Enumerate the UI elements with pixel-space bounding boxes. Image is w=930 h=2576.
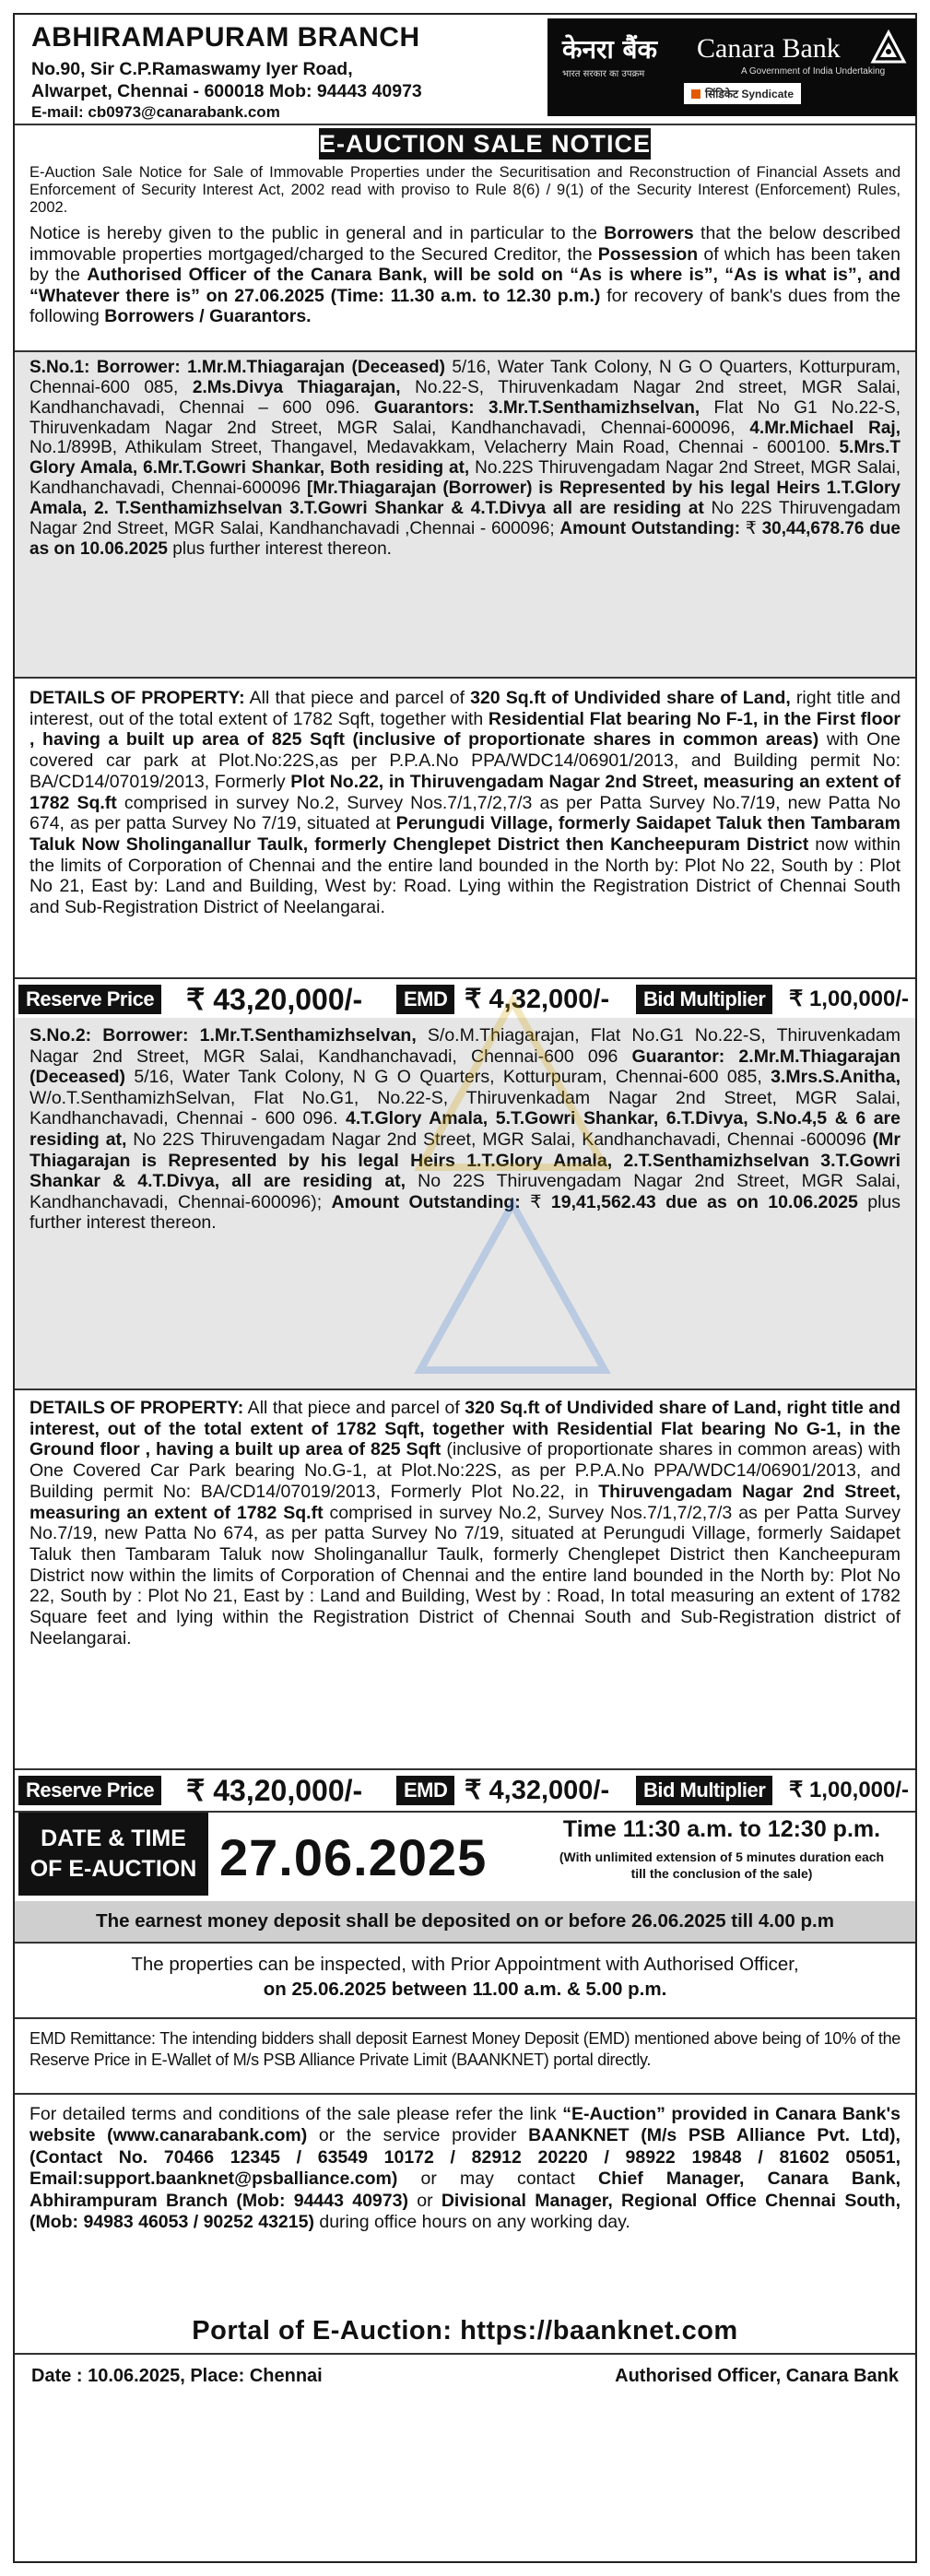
property-2-text xyxy=(29,1398,901,1648)
logo-hindi-text: केनरा बैंक xyxy=(562,34,657,65)
auction-label-line-1: DATE & TIME xyxy=(41,1826,186,1851)
auction-portal-link[interactable]: Portal of E-Auction: https://baanknet.com xyxy=(15,2309,915,2355)
notice-title: E-AUCTION SALE NOTICE xyxy=(319,130,652,158)
bid-multiplier-label: Bid Multiplier xyxy=(636,985,772,1014)
intro-borrowers: Borrowers xyxy=(604,223,694,243)
terms-section xyxy=(15,2093,915,2309)
syndicate-badge xyxy=(684,83,801,104)
property-2-text-part: (inclusive of proportionate shares in common areas) with One Covered Car Park bearing No.G-1, at Plot.No:22S, as per P.P.A.No PPA/WDC14/06901/2013, and Building permit No: BA/CD14/07019/2013, Formerly Plot No.22, in xyxy=(29,1439,901,1502)
property-1-text-part: now within the limits of Corporation of Chennai and the entire land bounded in the North by: Plot No 22, South by : Plot No 21, East by: Land and Building, West by: Road. Lying within the Registration District of Chennai South and Sub-Registration District of Neelangarai. xyxy=(29,833,901,918)
sale-notice xyxy=(13,13,917,2563)
terms-baanknet-contact[interactable]: BAANKNET (M/s PSB Alliance Pvt. Ltd), (Contact No. 70466 12345 / 63549 10172 / 82912 20220 / 98922 19848 / 81602 05051, Email:support.baanknet@psballiance.com) xyxy=(29,2125,901,2190)
property-2-section xyxy=(15,1388,915,1770)
branch-address-line-2: Alwarpet, Chennai - 600018 Mob: 94443 40973 xyxy=(31,81,422,101)
sno1-guarantors-5-6: 5.Mrs.T Glory Amala, 6.Mr.T.Gowri Shankar, Both residing at, xyxy=(29,438,901,479)
date-place: Date : 10.06.2025, Place: Chennai xyxy=(31,2366,323,2386)
sno2-text-part: No 22S Thiruvengadam Nagar 2nd Street, MGR Salai, Kandhanchavadi, Chennai-600096); xyxy=(29,1171,901,1212)
auction-time-note-line-2: till the conclusion of the sale) xyxy=(630,1865,813,1881)
sno2-amount-label: Amount Outstanding: xyxy=(331,1191,521,1212)
bid-multiplier-value: ₹ 1,00,000/- xyxy=(789,987,910,1011)
bid-multiplier-label: Bid Multiplier xyxy=(636,1776,772,1805)
property-2-street-extent: Thiruvengadam Nagar 2nd Street, measuring an extent of 1782 Sq.ft xyxy=(29,1481,901,1523)
sno2-text-part: No 22S Thiruvengadam Nagar 2nd Street, MGR Salai, Kandhanchavadi, Chennai -600096 xyxy=(126,1129,873,1151)
sno1-text-part: No.22S Thiruvengadam Nagar 2nd Street, MGR Salai, Kandhanchavadi, Chennai-600096 xyxy=(29,458,901,499)
intro-paragraph-1: E-Auction Sale Notice for Sale of Immovable Properties under the Securitisation and Reconstruction of Financial Assets and Enforcement of Security Interest Act, 2002 read with proviso to Rule 8(6) / 9(1) of the Security Interest (Enforcement) Rules, 2002. xyxy=(29,164,901,216)
price-bar-1 xyxy=(15,977,915,1022)
sno2-section xyxy=(15,1018,915,1388)
terms-text-part: or may contact xyxy=(397,2168,599,2190)
property-1-plot: Plot No.22, in Thiruvengadam Nagar 2nd Street, measuring an extent of 1782 Sq.ft xyxy=(29,771,901,813)
sno2-currency: ₹ xyxy=(520,1191,551,1212)
sno1-currency: ₹ xyxy=(740,518,762,538)
notice-footer xyxy=(15,2353,915,2399)
auction-time-note-line-1: (With unlimited extension of 5 minutes duration each xyxy=(559,1849,885,1864)
sno2-text-part: W/o.T.SenthamizhSelvan, Flat No.G1, No.22-S, Thiruvenkadam Nagar 2nd Street, MGR Salai, Kandhanchavadi, Chennai - 600 096. xyxy=(29,1087,901,1129)
sno1-text-part: No.1/899B, Athikulam Street, Thangavel, Medavakkam, Velacherry Main Road, Chennai - 600100. xyxy=(29,438,840,458)
property-2-text-part: comprised in survey No.2, Survey Nos.7/1,7/2,7/3 as per Patta Survey No.7/19, new Patta No 674, as per patta Survey No 7/19, situated at Perungudi Village, formerly Saidapet Taluk then Tambaram Taluk now Sholinganallur Taulk, formerly Chenglepet District then Kancheepuram District now within the limits of Corporation of Chennai and the entire land bounded in the North by: Plot No 22, South by : Plot No 21, East by : Land and Building, West by : Road, In total measuring an extent of 1782 Square feet and lying within the Registration District of Chennai South and Sub-Registration district of Neelangarai. xyxy=(29,1502,901,1648)
emd-value: ₹ 4,32,000/- xyxy=(465,985,610,1014)
inspection-notice xyxy=(15,1942,915,2019)
sno1-text-part: plus further interest thereon. xyxy=(168,538,392,559)
sno1-borrower-2: 2.Ms.Divya Thiagarajan, xyxy=(192,377,401,397)
property-1-text xyxy=(29,688,901,918)
branch-email: E-mail: cb0973@canarabank.com xyxy=(31,103,280,121)
sno1-amount-label: Amount Outstanding: xyxy=(559,518,741,538)
property-2-heading: DETAILS OF PROPERTY: xyxy=(29,1398,244,1418)
property-1-flat: Residential Flat bearing No F-1, in the First floor , having a built up area of 825 Sqft (inclusive of proportionate shares in common areas) xyxy=(29,708,901,750)
property-1-location: Perungudi Village, formerly Saidapet Taluk then Tambaram Taluk Now Sholinganallur Taulk, formerly Chenglepet District then Kancheepuram District xyxy=(29,813,901,855)
property-1-heading: DETAILS OF PROPERTY: xyxy=(29,688,245,708)
sno2-guarantor: Guarantor: 2.Mr.M.Thiagarajan (Deceased) xyxy=(29,1046,901,1088)
syndicate-text: सिंडिकेट Syndicate xyxy=(705,88,795,100)
intro-possession: Possession xyxy=(597,243,699,265)
terms-text-part: For detailed terms and conditions of the sale please refer the link xyxy=(29,2104,563,2124)
branch-name: ABHIRAMAPURAM BRANCH xyxy=(31,22,420,53)
intro-text: of which has been taken by the xyxy=(29,243,901,286)
logo-subtitle-hindi: भारत सरकार का उपक्रम xyxy=(562,69,645,79)
reserve-price-label: Reserve Price xyxy=(18,1776,161,1805)
terms-chief-manager: Chief Manager, Canara Bank, Abhirampuram Branch (Mob: 94443 40973) xyxy=(29,2168,901,2211)
property-1-text-part: right title and interest, out of the total extent of 1782 Sqft, together with xyxy=(29,688,901,729)
property-1-text-part: comprised in survey No.2, Survey Nos.7/1,7/2,7/3 as per Patta Survey No.7/19, new Patta No 674, as per patta Survey No 7/19, situated at xyxy=(29,792,901,834)
sno1-text-part: No.22-S, Thiruvenkadam Nagar 2nd street, MGR Salai, Kandhanchavadi, Chennai – 600 096. xyxy=(29,377,901,418)
emd-remittance-text: EMD Remittance: The intending bidders shall deposit Earnest Money Deposit (EMD) mentioned above being of 10% of the Reserve Price in E-Wallet of M/s PSB Alliance Private Limit (BAANKNET) portal directly. xyxy=(29,2029,901,2069)
auction-time-note xyxy=(533,1849,911,1882)
sno1-text-part: 5/16, Water Tank Colony, N G O Quarters, Kotturpuram, Chennai-600 085, xyxy=(29,358,901,397)
canara-triangle-logo-icon xyxy=(870,30,907,66)
logo-english-text: Canara Bank xyxy=(697,33,841,64)
property-2-land-flat: 320 Sq.ft of Undivided share of Land, right title and interest, out of the total extent of 1782 Sqft, together with Residential Flat bearing No G-1, in the Ground floor , having a built up area of 825 Sqft xyxy=(29,1398,901,1460)
sno2-guarantor-3: 3.Mrs.S.Anitha, xyxy=(771,1067,901,1088)
emd-value: ₹ 4,32,000/- xyxy=(465,1776,610,1805)
sno2-legal-heirs: (Mr Thiagarajan is Represented by his legal Heirs 1.T.Glory Amala, 2.T.Senthamizhselvan 3.T.Gowri Shankar & 4.T.Divya, all are residing at, xyxy=(29,1129,901,1192)
property-1-land-share: 320 Sq.ft of Undivided share of Land, xyxy=(470,688,791,708)
emd-label: EMD xyxy=(396,1776,454,1805)
intro-text: for recovery of bank's dues from the following xyxy=(29,285,901,327)
auction-date-label xyxy=(18,1813,208,1896)
inspection-line-2: on 25.06.2025 between 11.00 a.m. & 5.00 p.m. xyxy=(263,1978,667,2000)
sno2-text-part: S/o.M.Thiagarajan, Flat No.G1 No.22-S, Thiruvenkadam Nagar 2nd Street, MGR Salai, Kandhanchavadi, Chennai-600 096 xyxy=(29,1025,901,1067)
sno1-text-part: No 22S Thiruvengadam Nagar 2nd Street, MGR Salai, Kandhanchavadi ,Chennai - 600096; xyxy=(29,498,901,538)
terms-text-part: or xyxy=(407,2190,441,2211)
property-2-text-part: All that piece and parcel of xyxy=(243,1398,465,1418)
authorised-officer: Authorised Officer, Canara Bank xyxy=(615,2366,899,2386)
reserve-price-value: ₹ 43,20,000/- xyxy=(186,1774,363,1807)
sno2-borrower: S.No.2: Borrower: 1.Mr.T.Senthamizhselvan, xyxy=(29,1025,417,1046)
sno1-amount-value: 30,44,678.76 due as on 10.06.2025 xyxy=(29,518,901,559)
terms-text xyxy=(29,2104,901,2233)
terms-canara-link[interactable]: “E-Auction” provided in Canara Bank's website (www.canarabank.com) xyxy=(29,2104,901,2146)
terms-text-part: or the service provider xyxy=(307,2125,529,2146)
price-bar-2 xyxy=(15,1768,915,1813)
sno2-text-part: plus further interest thereon. xyxy=(29,1191,901,1234)
terms-text-part: during office hours on any working day. xyxy=(313,2211,630,2232)
property-1-text-part: All that piece and parcel of xyxy=(244,688,471,708)
auction-label-line-2: OF E-AUCTION xyxy=(29,1855,197,1882)
property-1-text-part: with One covered car park at Plot.No:22S,as per P.P.A.No PPA/WDC14/06901/2013, and Building permit No: BA/CD14/07019/2013, Formerly xyxy=(29,729,901,792)
sno1-guarantors: Guarantors: 3.Mr.T.Senthamizhselvan, xyxy=(373,397,700,418)
sno1-legal-heirs: [Mr.Thiagarajan (Borrower) is Represented by his legal Heirs 1.T.Glory Amala, 2. T.Senthamizhselvan 3.T.Gowri Shankar & 4.T.Divya all are residing at xyxy=(29,479,901,518)
intro-sale-terms: Authorised Officer of the Canara Bank, will be sold on “As is where is”, “As is what is”, and “Whatever there is” on 27.06.2025 (Time: 11.30 a.m. to 12.30 p.m.) xyxy=(29,265,901,306)
sno2-text xyxy=(29,1025,901,1234)
intro-borrowers-guarantors: Borrowers / Guarantors. xyxy=(104,306,312,327)
auction-time: Time 11:30 a.m. to 12:30 p.m. xyxy=(562,1816,881,1842)
sno1-section xyxy=(15,350,915,679)
earnest-money-deadline: The earnest money deposit shall be deposited on or before 26.06.2025 till 4.00 p.m xyxy=(15,1901,915,1944)
sno1-text-part: Flat No G1 No.22-S, Thiruvenkadam Nagar 2nd Street, MGR Salai, Kandhanchavadi, Chennai-600096, xyxy=(29,397,901,438)
intro-text: Notice is hereby given to the public in general and in particular to the xyxy=(29,223,605,243)
sno1-guarantor-4: 4.Mr.Michael Raj, xyxy=(749,418,901,438)
property-1-section xyxy=(15,677,915,979)
canara-bank-logo xyxy=(547,18,916,116)
syndicate-mark-icon xyxy=(691,89,700,99)
reserve-price-value: ₹ 43,20,000/- xyxy=(186,983,363,1016)
sno1-borrower: S.No.1: Borrower: 1.Mr.M.Thiagarajan (Deceased) xyxy=(29,358,445,377)
sno2-guarantors-4-6: 4.T.Glory Amala, 5.T.Gowri Shankar, 6.T.Divya, S.No.4,5 & 6 are residing at, xyxy=(29,1108,901,1151)
sno1-text xyxy=(29,358,901,559)
intro-paragraph-2 xyxy=(29,223,901,327)
emd-remittance-section xyxy=(15,2019,915,2095)
sno2-text-part: 5/16, Water Tank Colony, N G O Quarters, Kotturpuram, Chennai-600 085, xyxy=(125,1067,771,1088)
intro-text: that the below described immovable properties mortgaged/charged to the Secured Creditor, the xyxy=(29,223,901,265)
emd-label: EMD xyxy=(396,985,454,1014)
sno2-amount-value: 19,41,562.43 due as on 10.06.2025 xyxy=(550,1191,858,1212)
logo-subtitle-english: A Government of India Undertaking xyxy=(741,66,886,77)
auction-date: 27.06.2025 xyxy=(219,1828,488,1886)
title-band xyxy=(15,124,915,160)
branch-address-line-1: No.90, Sir C.P.Ramaswamy Iyer Road, xyxy=(31,59,353,79)
inspection-line-1: The properties can be inspected, with Prior Appointment with Authorised Officer, xyxy=(131,1954,799,1975)
auction-date-time xyxy=(15,1809,915,1903)
reserve-price-label: Reserve Price xyxy=(18,985,161,1014)
terms-divisional-manager: Divisional Manager, Regional Office Chennai South, (Mob: 94983 46053 / 90252 43215) xyxy=(29,2190,901,2232)
bid-multiplier-value: ₹ 1,00,000/- xyxy=(789,1778,910,1802)
notice-header xyxy=(15,15,915,124)
